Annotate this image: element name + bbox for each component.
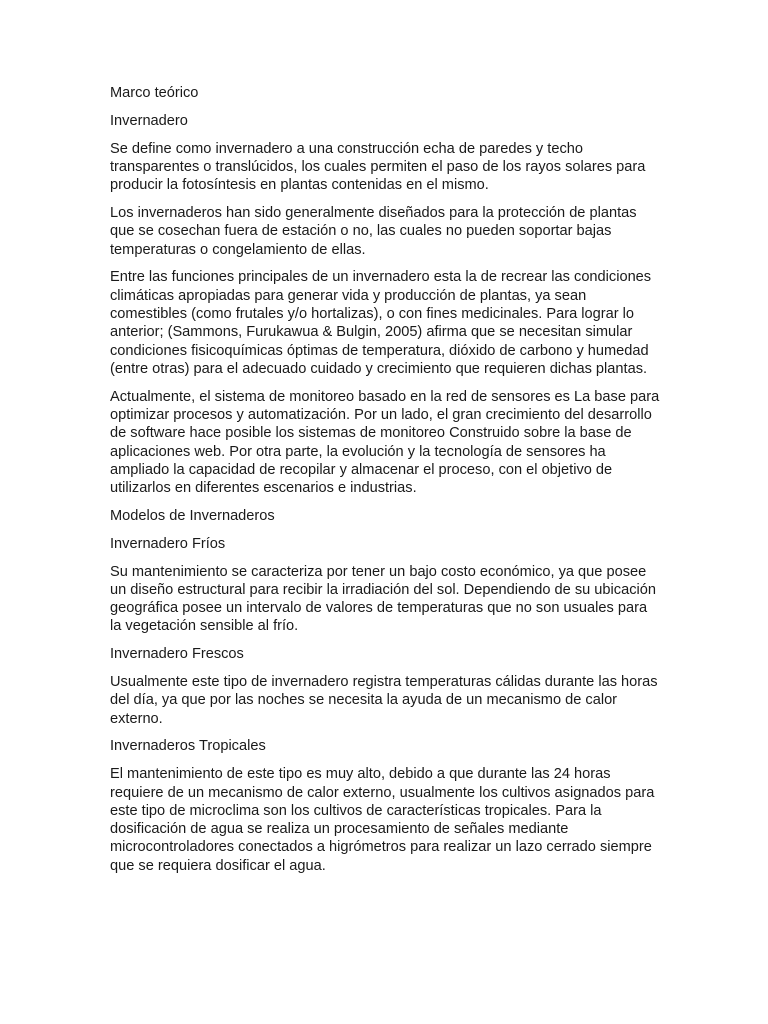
paragraph-frios: Su mantenimiento se caracteriza por tener un bajo costo económico, ya que posee un diseño estructural para recibir la irradiación del sol. Dependiendo de su ubicación geográfica posee un intervalo de valores de temperaturas que no son usuales para la vegetación sensible al frío. bbox=[110, 563, 656, 635]
paragraph-definition: Se define como invernadero a una construcción echa de paredes y techo transparentes o translúcidos, los cuales permiten el paso de los rayos solares para producir la fotosíntesis en plantas contenidas en el mismo. bbox=[110, 140, 646, 194]
paragraph-tropicales: El mantenimiento de este tipo es muy alto, debido a que durante las 24 horas requiere de un mecanismo de calor externo, usualmente los cultivos asignados para este tipo de microclima son los cultivos de características tropicales. Para la dosificación de agua se realiza un procesamiento de señales mediante microcontroladores conectados a higrómetros para realizar un lazo cerrado siempre que se requiera dosificar el agua. bbox=[110, 766, 655, 874]
section-heading-invernadero: Invernadero bbox=[110, 112, 188, 129]
subsection-heading-frescos: Invernadero Frescos bbox=[110, 646, 244, 663]
paragraph-monitoring: Actualmente, el sistema de monitoreo basado en la red de sensores es La base para optimizar procesos y automatización. Por un lado, el gran crecimiento del desarrollo de software hace posible los sistemas de monitoreo Construido sobre la base de aplicaciones web. Por otra parte, la evolución y la tecnología de sensores ha ampliado la capacidad de recopilar y almacenar el proceso, con el objetivo de utilizarlos en diferentes escenarios e industrias. bbox=[110, 388, 660, 497]
paragraph-frescos: Usualmente este tipo de invernadero registra temperaturas cálidas durante las horas del día, ya que por las noches se necesita la ayuda de un mecanismo de calor externo. bbox=[110, 674, 658, 727]
subsection-heading-tropicales: Invernaderos Tropicales bbox=[110, 738, 266, 755]
paragraph-functions: Entre las funciones principales de un invernadero esta la de recrear las condiciones climáticas apropiadas para generar vida y producción de plantas, ya sean comestibles (como frutales y/o hortalizas), o con fines medicinales. Para lograr lo anterior; (Sammons, Furukawua & Bulgin, 2005) afirma que se necesitan simular condiciones fisicoquímicas óptimas de temperatura, dióxido de carbono y humedad (entre otras) para el adecuado cuidado y crecimiento que requieren dichas plantas. bbox=[110, 269, 652, 377]
subsection-heading-frios: Invernadero Fríos bbox=[110, 535, 226, 552]
document-page bbox=[110, 84, 660, 884]
document-title: Marco teórico bbox=[110, 85, 199, 101]
paragraph-design: Los invernaderos han sido generalmente diseñados para la protección de plantas que se cosechan fuera de estación o no, las cuales no pueden soportar bajas temperaturas o congelamiento de ellas. bbox=[110, 204, 637, 258]
section-heading-modelos: Modelos de Invernaderos bbox=[110, 507, 275, 524]
